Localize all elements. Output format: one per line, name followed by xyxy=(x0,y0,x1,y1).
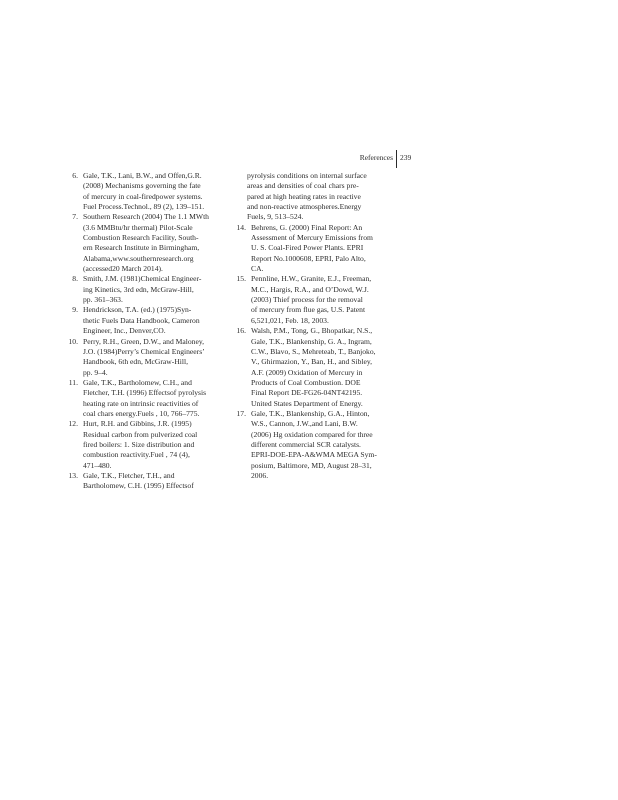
reference-entry-9 xyxy=(64,305,222,336)
reference-entry-8 xyxy=(64,274,222,305)
reference-number: 11. xyxy=(68,377,78,387)
reference-entry-10 xyxy=(64,337,222,378)
reference-number: 6. xyxy=(72,171,78,180)
reference-entry-13-continued xyxy=(232,171,386,223)
reference-number: 8. xyxy=(72,274,78,284)
running-head xyxy=(0,150,618,170)
reference-entry-17 xyxy=(232,409,386,481)
reference-text: Gale, T.K., Blankenship, G.A., Hinton, W.S., Cannon, J.W.,and Lani, B.W. (2006) Hg oxidation compared for three different commercial SCR catalysts. EPRI-DOE-EPA-A&WMA MEGA Sym- posium, Baltimore, MD, August 28–31, 2006. xyxy=(251,408,377,480)
reference-text: Southern Research (2004) The 1.1 MWth (3.6 MMBtu/hr thermal) Pilot-Scale Combustion Research Facility, South- ern Research Institute in Birmingham, Alabama,www.southernresearch.org (accessed20 March 2014). xyxy=(83,212,209,274)
reference-text: Gale, T.K., Bartholomew, C.H., and Fletcher, T.H. (1996) Effectsof pyrolysis heating rate on intrinsic reactivities of coal chars energy.Fuels , 10, 766–775. xyxy=(83,377,207,418)
reference-entry-15 xyxy=(232,274,386,326)
reference-number: 15. xyxy=(236,274,246,284)
reference-entry-12 xyxy=(64,419,222,471)
reference-number: 12. xyxy=(68,419,78,429)
reference-text: Gale, T.K., Lani, B.W., and Offen,G.R. (2008) Mechanisms governing the fate of mercury in coal-firedpower systems. Fuel Process.Technol., 89 (2), 139–151. xyxy=(83,171,205,212)
reference-number: 7. xyxy=(72,212,78,222)
reference-entry-11 xyxy=(64,378,222,419)
reference-number: 17. xyxy=(236,408,246,418)
reference-number: 10. xyxy=(68,336,78,346)
reference-text: Hurt, R.H. and Gibbins, J.R. (1995) Residual carbon from pulverized coal fired boilers: 1. Size distribution and combustion reactivity.Fuel , 74 (4), 471–480. xyxy=(83,419,198,470)
reference-text: Gale, T.K., Fletcher, T.H., and Bartholomew, C.H. (1995) Effectsof xyxy=(83,470,194,491)
reference-number: 16. xyxy=(236,326,246,336)
running-head-section: References xyxy=(359,153,393,162)
reference-text: Smith, J.M. (1981)Chemical Engineer- ing Kinetics, 3rd edn, McGraw-Hill, pp. 361–363. xyxy=(83,274,202,305)
references-left-column xyxy=(64,171,222,492)
references-right-column xyxy=(232,171,386,481)
reference-number: 14. xyxy=(236,222,246,232)
reference-text: Pennline, H.W., Granite, E.J., Freeman, M.C., Hargis, R.A., and O’Dowd, W.J. (2003) Thief process for the removal of mercury from flue gas, U.S. Patent 6,521,021, Feb. 18, 2003. xyxy=(251,274,372,325)
reference-entry-7 xyxy=(64,212,222,274)
reference-entry-6 xyxy=(64,171,222,212)
reference-text: Hendrickson, T.A. (ed.) (1975)Syn- thetic Fuels Data Handbook, Cameron Engineer, Inc., Denver,CO. xyxy=(83,305,200,336)
reference-text: Walsh, P.M., Tong, G., Bhopatkar, N.S., Gale, T.K., Blankenship, G. A., Ingram, C.W., Blavo, S., Mehreteab, T., Banjoko, V., Ghirmazion, Y., Ban, H., and Sibley, A.F. (2009) Oxidation of Mercury in Products of Coal Combustion. DOE Final Report DE-FG26-04NT42195. United States Department of Energy. xyxy=(251,326,376,408)
reference-number: 9. xyxy=(72,305,78,315)
reference-text-continued: pyrolysis conditions on internal surface areas and densities of coal chars pre- pared at high heating rates in reactive and non-reactive atmospheres.Energy Fuels, 9, 513–524. xyxy=(247,171,367,222)
reference-entry-13 xyxy=(64,471,222,492)
page-number: 239 xyxy=(400,153,412,162)
reference-entry-16 xyxy=(232,326,386,409)
reference-number: 13. xyxy=(68,470,78,480)
running-head-rule xyxy=(396,150,397,168)
reference-text: Behrens, G. (2000) Final Report: An Assessment of Mercury Emissions from U. S. Coal-Fired Power Plants. EPRI Report No.1000608, EPRI, Palo Alto, CA. xyxy=(251,222,373,274)
reference-text: Perry, R.H., Green, D.W., and Maloney, J.O. (1984)Perry’s Chemical Engineers’ Handbook, 6th edn, McGraw-Hill, pp. 9–4. xyxy=(83,336,205,377)
reference-entry-14 xyxy=(232,223,386,275)
